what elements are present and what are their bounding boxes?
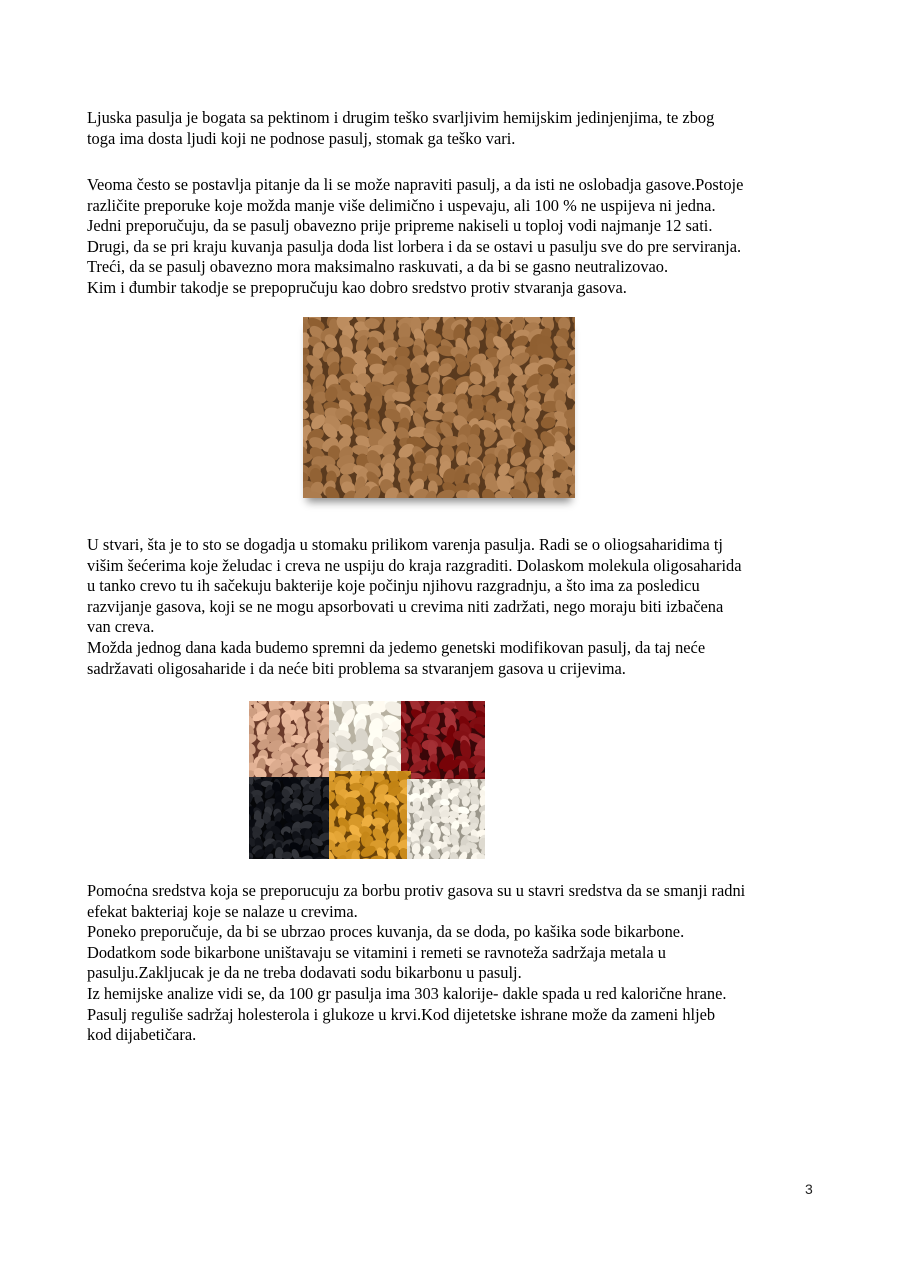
- paragraph-1: [87, 108, 827, 149]
- text-line: Pomoćna sredstva koja se preporucuju za borbu protiv gasova su u stavri sredstva da se smanji radni: [87, 881, 746, 900]
- paragraph-4: [87, 881, 827, 1046]
- brown-beans-illustration: [303, 317, 575, 498]
- text-line: efekat bakteriaj koje se nalaze u crevima.: [87, 901, 358, 921]
- text-line: Možda jednog dana kada budemo spremni da jedemo genetski modifikovan pasulj, da taj neće: [87, 637, 706, 657]
- mixed-beans-illustration: [249, 701, 485, 859]
- text-line: sadržavati oligosaharide i da neće biti problema sa stvaranjem gasova u crijevima.: [87, 658, 626, 678]
- bean-region: [398, 769, 485, 859]
- text-line: Ljuska pasulja je bogata sa pektinom i drugim teško svarljivim hemijskim jedinjenjima, te zbog: [87, 108, 715, 127]
- text-line: višim šećerima koje želudac i creva ne uspiju do kraja razgraditi. Dolaskom molekula oligosaharida: [87, 555, 742, 575]
- paragraph-3: [87, 535, 827, 679]
- text-line: Iz hemijske analize vidi se, da 100 gr pasulja ima 303 kalorije- dakle spada u red kalorične hrane.: [87, 983, 727, 1003]
- text-line: Veoma često se postavlja pitanje da li se može napraviti pasulj, a da isti ne oslobadja gasove.Postoje: [87, 175, 744, 194]
- text-line: kod dijabetičara.: [87, 1025, 197, 1045]
- text-line: Pasulj reguliše sadržaj holesterola i glukoze u krvi.Kod dijetetske ishrane može da zameni hljeb: [87, 1004, 716, 1024]
- text-line: Drugi, da se pri kraju kuvanja pasulja doda list lorbera i da se ostavi u pasulju sve do pre serviranja.: [87, 236, 742, 256]
- paragraph-2: [87, 175, 827, 299]
- text-line: razvijanje gasova, koji se ne mogu apsorbovati u crevima niti zadržati, nego moraju biti izbačena: [87, 596, 724, 616]
- page-number: 3: [805, 1181, 813, 1197]
- text-line: različite preporuke koje možda manje više delimično i uspevaju, ali 100 % ne uspijeva ni jedna.: [87, 195, 716, 215]
- brown-beans-photo: [303, 317, 575, 498]
- text-line: van creva.: [87, 617, 155, 637]
- text-line: u tanko crevo tu ih sačekuju bakterije koje počinju njihovu razgradnju, a što ima za posledicu: [87, 576, 700, 596]
- text-line: Kim i đumbir takodje se prepopručuju kao dobro sredstvo protiv stvaranja gasova.: [87, 277, 627, 297]
- text-line: toga ima dosta ljudi koji ne podnose pasulj, stomak ga teško vari.: [87, 128, 516, 148]
- text-line: Treći, da se pasulj obavezno mora maksimalno raskuvati, a da bi se gasno neutralizovao.: [87, 257, 669, 277]
- text-line: pasulju.Zakljucak je da ne treba dodavati sodu bikarbonu u pasulj.: [87, 963, 522, 983]
- text-line: U stvari, šta je to sto se dogadja u stomaku prilikom varenja pasulja. Radi se o oliogsaharidima tj: [87, 535, 723, 554]
- bean: [397, 337, 414, 348]
- mixed-beans-photo: [249, 701, 485, 859]
- text-line: Dodatkom sode bikarbone uništavaju se vitamini i remeti se ravnoteža sadržaja metala u: [87, 942, 666, 962]
- text-line: Poneko preporučuje, da bi se ubrzao proces kuvanja, da se doda, po kašika sode bikarbone.: [87, 922, 685, 942]
- text-line: Jedni preporučuju, da se pasulj obavezno prije pripreme nakiseli u toploj vodi najmanje 12 sati.: [87, 216, 713, 236]
